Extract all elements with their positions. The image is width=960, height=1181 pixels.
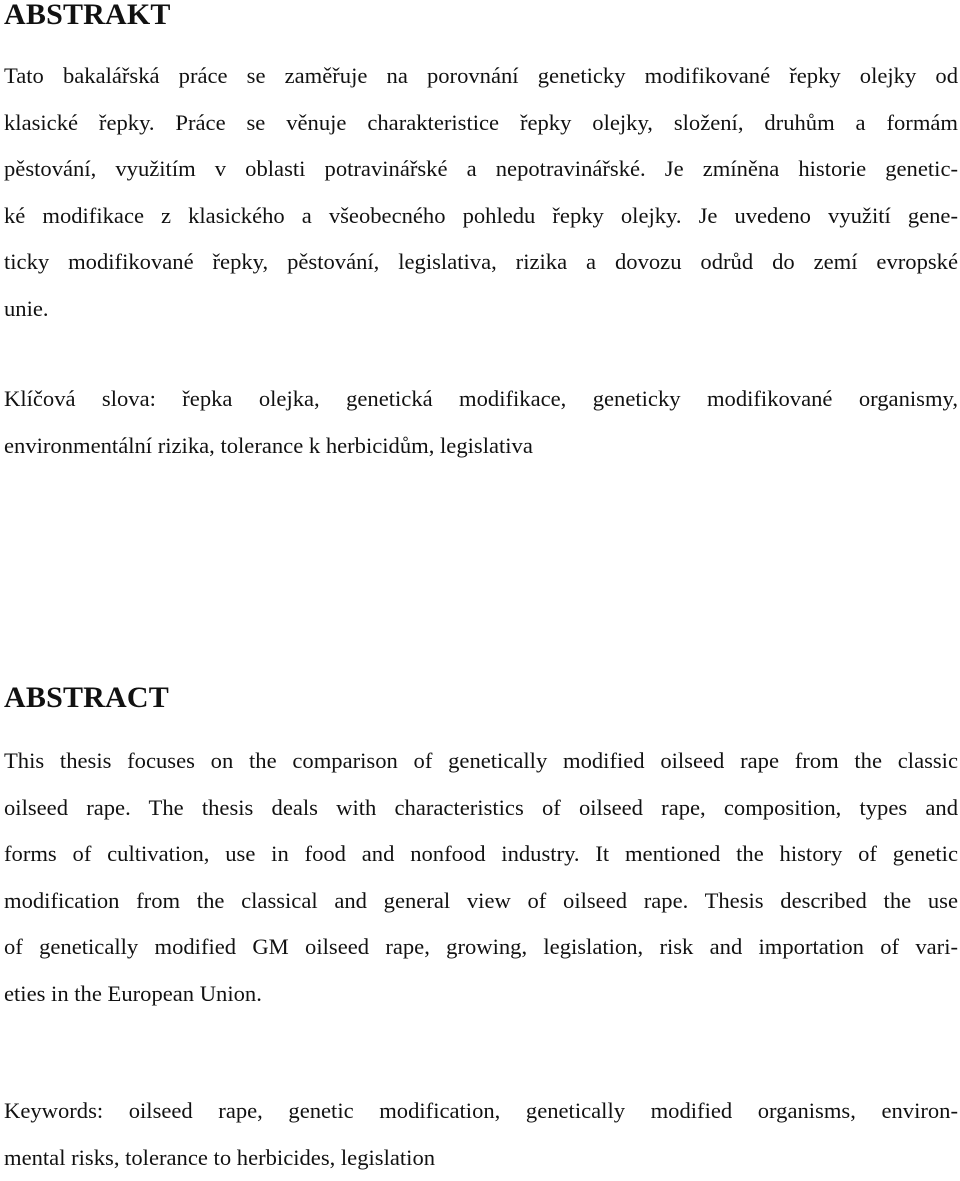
text-line: mental risks, tolerance to herbicides, legislation (4, 1135, 958, 1181)
text-line: ticky modifikované řepky, pěstování, legislativa, rizika a dovozu odrůd do zemí evropské (4, 239, 958, 286)
text-line: This thesis focuses on the comparison of genetically modified oilseed rape from the classic (4, 738, 958, 785)
text-line: eties in the European Union. (4, 971, 958, 1018)
text-line: modification from the classical and general view of oilseed rape. Thesis described the use (4, 878, 958, 925)
text-line: unie. (4, 286, 958, 333)
czech-abstract-heading: ABSTRAKT (4, 0, 171, 30)
czech-abstract-paragraph (4, 53, 958, 332)
text-line: klasické řepky. Práce se věnuje charakteristice řepky olejky, složení, druhům a formám (4, 100, 958, 147)
text-line: of genetically modified GM oilseed rape, growing, legislation, risk and importation of vari- (4, 924, 958, 971)
text-line: environmentální rizika, tolerance k herbicidům, legislativa (4, 423, 958, 470)
english-abstract-heading: ABSTRACT (4, 683, 169, 713)
english-keywords-paragraph (4, 1088, 958, 1181)
text-line: Klíčová slova: řepka olejka, genetická modifikace, geneticky modifikované organismy, (4, 376, 958, 423)
czech-keywords-paragraph (4, 376, 958, 469)
english-abstract-paragraph (4, 738, 958, 1017)
text-line: forms of cultivation, use in food and nonfood industry. It mentioned the history of genetic (4, 831, 958, 878)
text-line: ké modifikace z klasického a všeobecného pohledu řepky olejky. Je uvedeno využití gene- (4, 193, 958, 240)
text-line: Tato bakalářská práce se zaměřuje na porovnání geneticky modifikované řepky olejky od (4, 53, 958, 100)
text-line: oilseed rape. The thesis deals with characteristics of oilseed rape, composition, types and (4, 785, 958, 832)
text-line: Keywords: oilseed rape, genetic modification, genetically modified organisms, environ- (4, 1088, 958, 1135)
text-line: pěstování, využitím v oblasti potravinářské a nepotravinářské. Je zmíněna historie genetic- (4, 146, 958, 193)
